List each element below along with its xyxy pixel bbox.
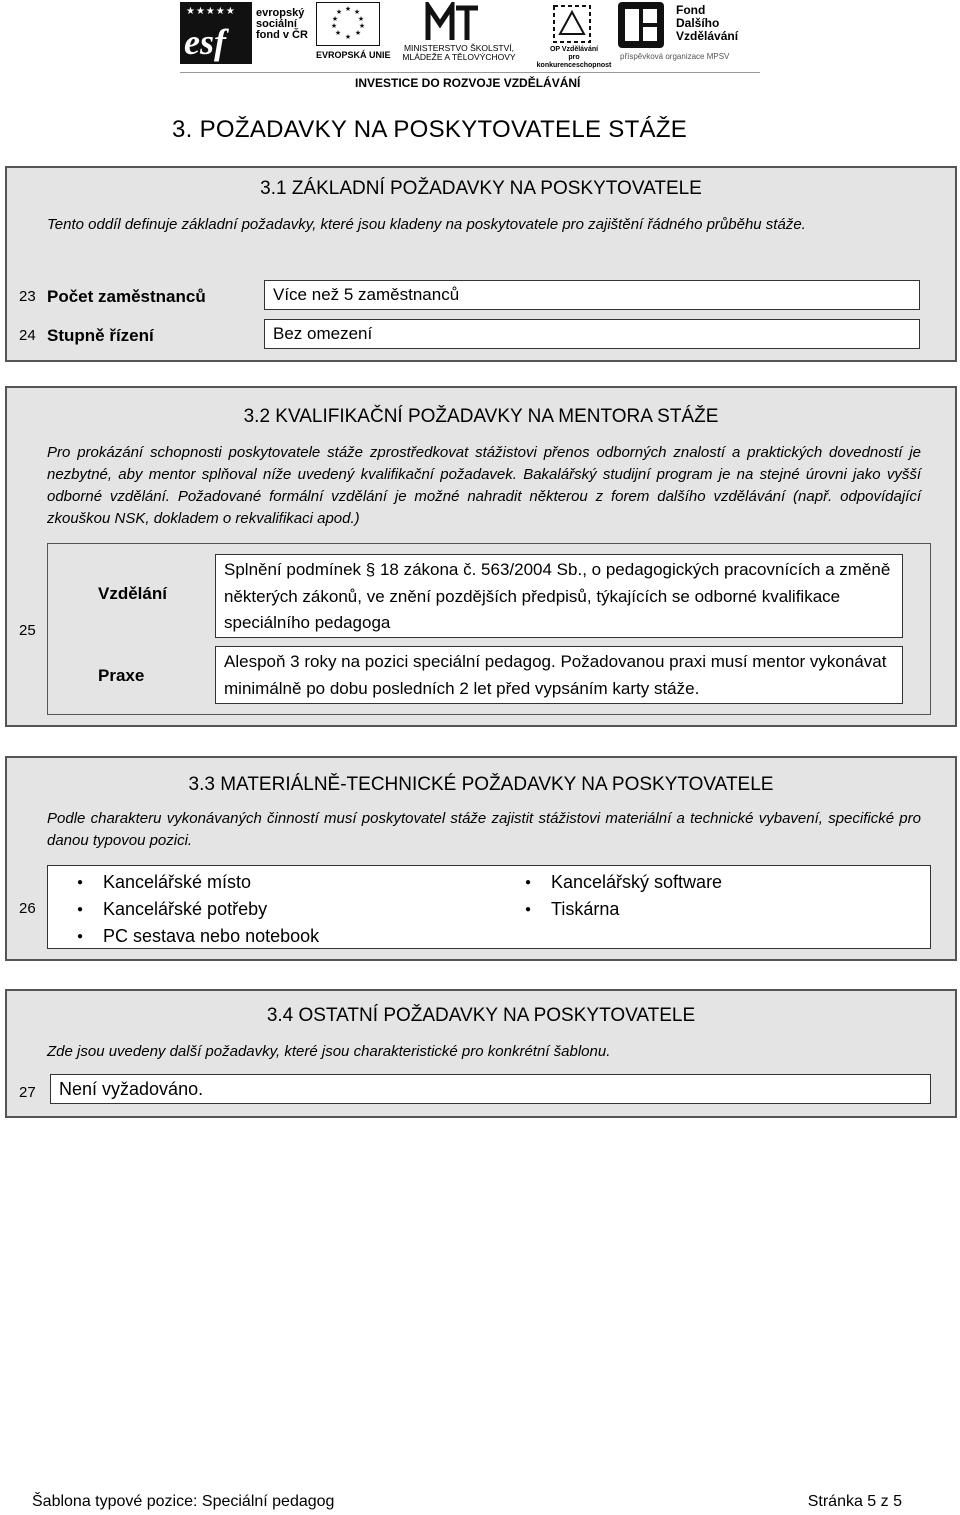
section-description: Pro prokázání schopnosti poskytovatele stáže zprostředkovat stážistovi přenos odborných znalostí a praktických dovedností je nezbytné, aby mentor splňoval níže uvedený kvalifikační požadavek. Bakalářský studijní program je na stejné úrovni jako vyšší odborné vzdělání. Požadované formální vzdělání je možné nahradit některou z forem dalšího vzdělávání (např. odpovídající zkouškou NSK, dokladem o rekvalifikaci apod.): [47, 444, 921, 527]
section-description: Tento oddíl definuje základní požadavky, které jsou kladeny na poskytovatele pro zajištění řádného průběhu stáže.: [47, 216, 806, 233]
page-title: 3. POŽADAVKY NA POSKYTOVATELE STÁŽE: [172, 116, 688, 143]
other-requirements-value: Není vyžadováno.: [50, 1074, 931, 1104]
fdv-logo-icon: [618, 2, 664, 48]
eu-stars-icon: ★★★★★: [186, 6, 236, 17]
education-value: Splnění podmínek § 18 zákona č. 563/2004 Sb., o pedagogických pracovnících a změně některých zákonů, ve znění pozdějších předpisů, týkajících se odborné kvalifikace speciálního pedagoga: [215, 554, 903, 638]
equipment-list-box: [47, 865, 931, 949]
list-item: ● Kancelářský software: [521, 869, 722, 896]
svg-text:★: ★: [335, 9, 343, 16]
row-number: 24: [19, 327, 36, 344]
svg-text:★: ★: [358, 23, 366, 30]
row-number: 26: [19, 900, 36, 917]
eu-label: EVROPSKÁ UNIE: [316, 50, 391, 60]
section-title: 3.4 OSTATNÍ POŽADAVKY NA POSKYTOVATELE: [266, 1005, 696, 1026]
svg-text:★: ★: [353, 9, 361, 16]
section-title: 3.2 KVALIFIKAČNÍ POŽADAVKY NA MENTORA STÁŽE: [243, 406, 719, 427]
row-number: 23: [19, 288, 36, 305]
svg-text:★: ★: [334, 30, 342, 37]
field-management-value: Bez omezení: [264, 319, 920, 349]
section-description: Podle charakteru vykonávaných činností musí poskytovatel stáže zajistit stážistovi materiální a technické vybavení, specifické pro danou typovou pozici.: [47, 810, 921, 849]
investment-slogan: INVESTICE DO ROZVOJE VZDĚLÁVÁNÍ: [355, 76, 581, 90]
list-item: ● PC sestava nebo notebook: [73, 923, 319, 950]
header-logos: [180, 0, 760, 95]
opvk-logo-icon: [552, 4, 592, 44]
esf-text-line: sociální: [256, 18, 297, 30]
equipment-list-left: [73, 869, 319, 950]
list-item: ● Kancelářské místo: [73, 869, 319, 896]
practice-label: Praxe: [98, 666, 145, 685]
svg-text:★: ★: [331, 16, 339, 23]
fdv-text: [676, 4, 738, 43]
header-divider: [180, 72, 760, 73]
section-basic-requirements: [5, 166, 957, 362]
section-title: 3.1 ZÁKLADNÍ POŽADAVKY NA POSKYTOVATELE: [260, 178, 702, 199]
fdv-text-line: Dalšího: [676, 16, 720, 30]
footer-template-name: Šablona typové pozice: Speciální pedagog: [32, 1493, 335, 1510]
msmt-label: [394, 44, 524, 62]
opvk-label: [532, 46, 616, 70]
svg-text:★: ★: [357, 16, 365, 23]
msmt-label-line: MINISTERSTVO ŠKOLSTVÍ,: [403, 43, 515, 53]
row-number: 27: [19, 1084, 36, 1101]
fdv-subtitle: příspěvková organizace MPSV: [620, 52, 730, 61]
esf-text-line: fond v ČR: [256, 29, 308, 41]
fdv-text-line: Fond: [676, 3, 706, 17]
equipment-list-right: [521, 869, 722, 923]
education-label: Vzdělání: [98, 584, 167, 603]
field-label-employees: Počet zaměstnanců: [47, 287, 206, 306]
mentor-table: [47, 543, 931, 715]
footer-page-number: Stránka 5 z 5: [807, 1493, 902, 1510]
opvk-label-line: OP Vzdělávání: [549, 46, 599, 53]
section-description: Zde jsou uvedeny další požadavky, které jsou charakteristické pro konkrétní šablonu.: [47, 1043, 611, 1060]
practice-value: Alespoň 3 roky na pozici speciální pedagog. Požadovanou praxi musí mentor vykonávat minimálně po dobu posledních 2 let před vypsáním karty stáže.: [215, 646, 903, 704]
esf-text-line: evropský: [256, 7, 305, 19]
section-other-requirements: [5, 989, 957, 1118]
list-item: ● Tiskárna: [521, 896, 722, 923]
svg-text:★: ★: [344, 6, 352, 13]
opvk-label-line: pro konkurenceschopnost: [536, 54, 612, 69]
section-title: 3.3 MATERIÁLNĚ-TECHNICKÉ POŽADAVKY NA POSKYTOVATELE: [188, 774, 774, 795]
list-item: ● Kancelářské potřeby: [73, 896, 319, 923]
row-number: 25: [19, 622, 36, 639]
svg-text:★: ★: [330, 23, 338, 30]
svg-text:★: ★: [354, 30, 362, 37]
esf-text: [256, 8, 308, 41]
svg-text:★: ★: [344, 34, 352, 41]
eu-flag-icon: [316, 2, 380, 46]
section-material-requirements: [5, 756, 957, 961]
esf-logo-text: esf: [184, 22, 226, 62]
field-employees-value: Více než 5 zaměstnanců: [264, 280, 920, 310]
esf-logo: [180, 2, 252, 64]
msmt-logo-icon: [422, 2, 482, 42]
field-label-management-levels: Stupně řízení: [47, 326, 154, 345]
fdv-text-line: Vzdělávání: [676, 29, 739, 43]
msmt-label-line: MLÁDEŽE A TĚLOVÝCHOVY: [402, 52, 516, 62]
section-mentor-qualifications: [5, 386, 957, 727]
